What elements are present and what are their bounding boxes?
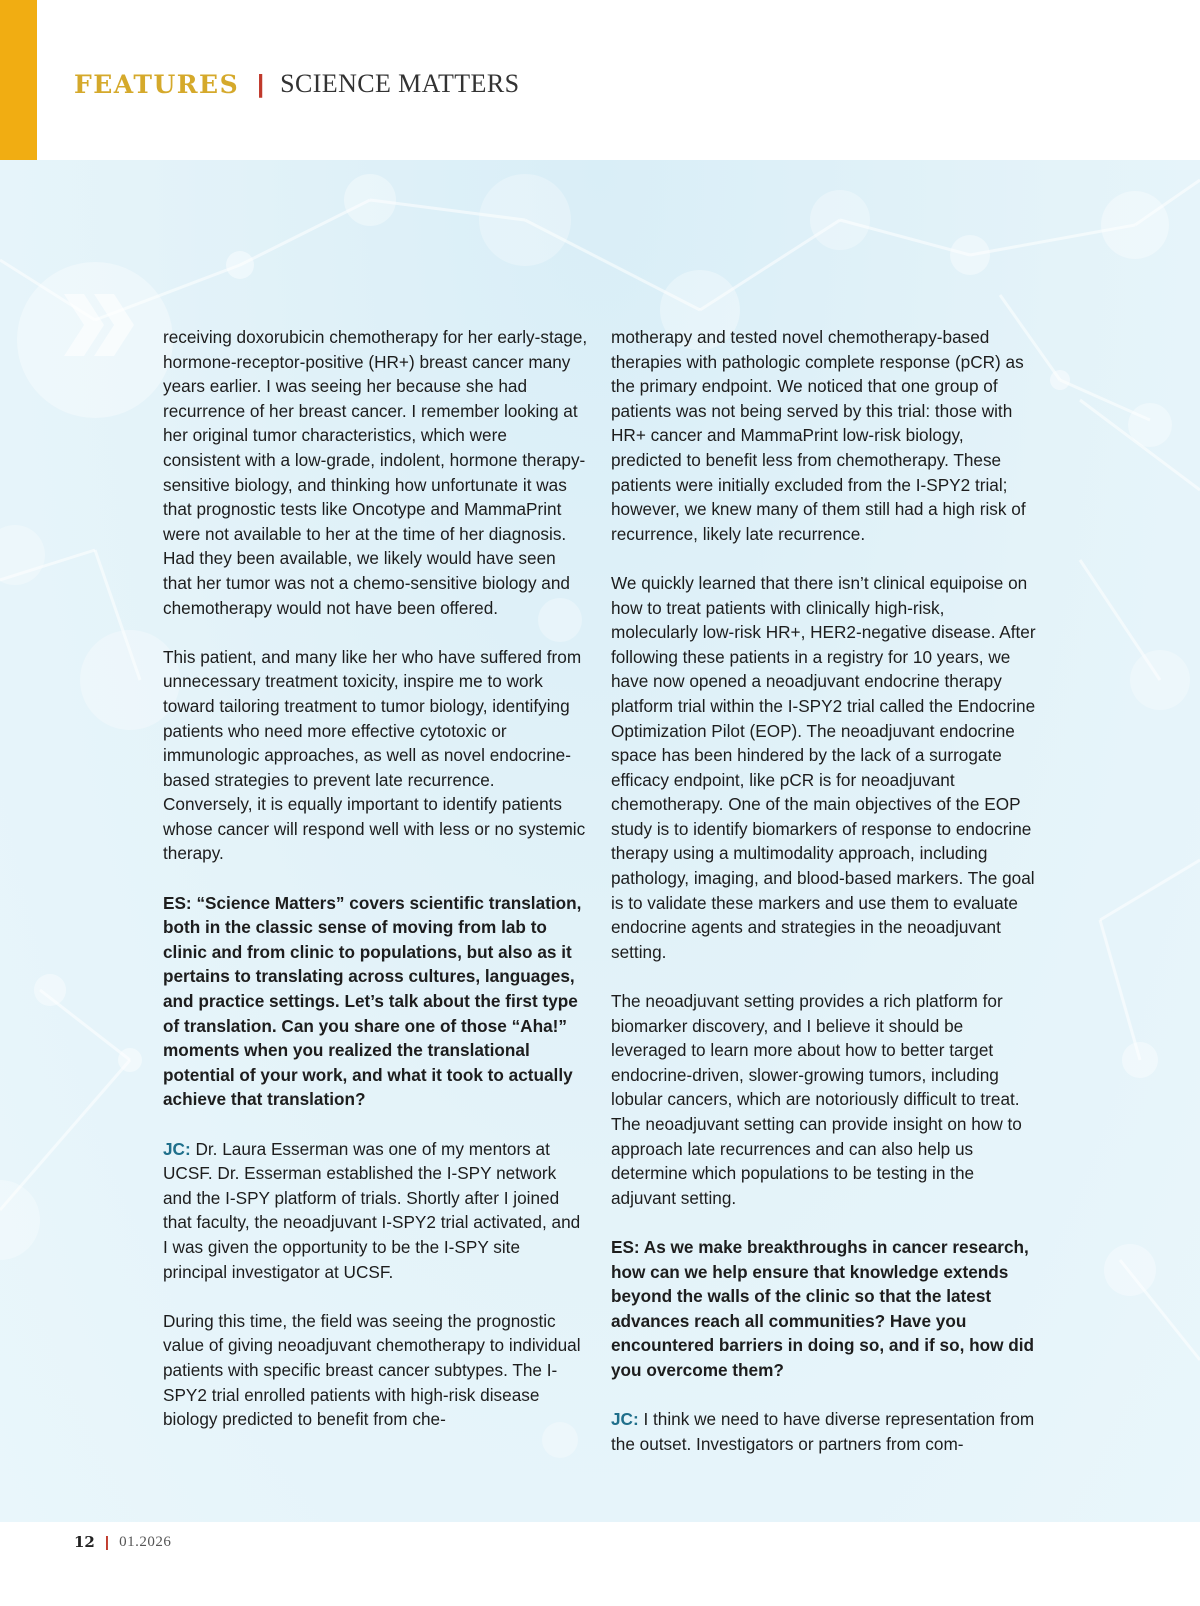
- issue-date: 01.2026: [119, 1533, 172, 1550]
- speaker-label: JC:: [163, 1138, 191, 1159]
- article-column-left: [163, 325, 588, 1456]
- speaker-label: ES:: [163, 892, 192, 913]
- paragraph-text: We quickly learned that there isn’t clinical equipoise on how to treat patients with clinically high-risk, molecularly low-risk HR+, HER2-negative disease. After following these patients in a registry for 10 years, we have now opened a neoadjuvant endocrine therapy platform trial within the I-SPY2 trial called the Endocrine Optimization Pilot (EOP). The neoadjuvant endocrine space has been hindered by the lack of a surrogate efficacy endpoint, like pCR is for neoadjuvant chemotherapy. One of the main objectives of the EOP study is to identify biomarkers of response to endocrine therapy using a multimodality approach, including pathology, imaging, and blood-based markers. The goal is to validate these markers and use them to evaluate endocrine agents and strategies in the neoadjuvant setting.: [611, 572, 1036, 962]
- paragraph-text: During this time, the field was seeing the prognostic value of giving neoadjuvant chemotherapy to individual patients with specific breast cancer subtypes. The I-SPY2 trial enrolled patients with high-risk disease biology predicted to benefit from che-: [163, 1310, 581, 1430]
- article-paragraph: [611, 325, 1036, 546]
- paragraph-text: Dr. Laura Esserman was one of my mentors at UCSF. Dr. Esserman established the I-SPY network and the I-SPY platform of trials. Shortly after I joined that faculty, the neoadjuvant I-SPY2 trial activated, and I was given the opportunity to be the I-SPY site principal investigator at UCSF.: [163, 1138, 581, 1282]
- article-paragraph: [163, 645, 588, 866]
- subsection-label: SCIENCE MATTERS: [280, 69, 520, 98]
- paragraph-text: “Science Matters” covers scientific translation, both in the classic sense of moving from lab to clinic and from clinic to populations, but also as it pertains to translating across cultures, languages, and practice settings. Let’s talk about the first type of translation. Can you share one of those “Aha!” moments when you realized the translational potential of your work, and what it took to actually achieve that translation?: [163, 892, 582, 1110]
- page-header: [74, 62, 519, 106]
- interview-question: [163, 891, 588, 1112]
- paragraph-text: I think we need to have diverse representation from the outset. Investigators or partners from com-: [611, 1409, 1035, 1454]
- footer-separator: |: [104, 1533, 110, 1551]
- speaker-label: ES:: [611, 1236, 640, 1257]
- paragraph-text: motherapy and tested novel chemotherapy-based therapies with pathologic complete response (pCR) as the primary endpoint. We noticed that one group of patients was not being served by this trial: those with HR+ cancer and MammaPrint low-risk biology, predicted to benefit less from chemotherapy. These patients were initially excluded from the I-SPY2 trial; however, we knew many of them still had a high risk of recurrence, likely late recurrence.: [611, 327, 1026, 544]
- page-footer: [74, 1533, 171, 1551]
- header-separator: |: [257, 69, 265, 98]
- article-paragraph: [163, 325, 588, 620]
- section-label: FEATURES: [74, 69, 240, 99]
- interview-answer: [611, 1407, 1036, 1456]
- paragraph-text: As we make breakthroughs in cancer research, how can we help ensure that knowledge extends beyond the walls of the clinic so that the latest advances reach all communities? Have you encountered barriers in doing so, and if so, how did you overcome them?: [611, 1236, 1035, 1380]
- article-paragraph: [163, 1309, 588, 1432]
- article-column-right: [611, 325, 1036, 1481]
- accent-bar: [0, 0, 37, 160]
- paragraph-text: The neoadjuvant setting provides a rich platform for biomarker discovery, and I believe it should be leveraged to learn more about how to better target endocrine-driven, slower-growing tumors, including lobular cancers, which are notoriously difficult to treat. The neoadjuvant setting can provide insight on how to approach late recurrences and can also help us determine which populations to be testing in the adjuvant setting.: [611, 991, 1022, 1208]
- paragraph-text: receiving doxorubicin chemotherapy for her early-stage, hormone-receptor-positive (HR+) breast cancer many years earlier. I was seeing her because she had recurrence of her breast cancer. I remember looking at her original tumor characteristics, which were consistent with a low-grade, indolent, hormone therapy-sensitive biology, and thinking how unfortunate it was that prognostic tests like Oncotype and MammaPrint were not available to her at the time of her diagnosis. Had they been available, we likely would have seen that her tumor was not a chemo-sensitive biology and chemotherapy would not have been offered.: [163, 327, 588, 618]
- article-paragraph: [611, 989, 1036, 1210]
- speaker-label: JC:: [611, 1409, 639, 1430]
- page-number: 12: [74, 1533, 95, 1551]
- article-paragraph: [611, 571, 1036, 965]
- paragraph-text: This patient, and many like her who have suffered from unnecessary treatment toxicity, inspire me to work toward tailoring treatment to tumor biology, identifying patients who need more effective cytotoxic or immunologic approaches, as well as novel endocrine-based strategies to prevent late recurrence. Conversely, it is equally important to identify patients whose cancer will respond well with less or no systemic therapy.: [163, 646, 586, 864]
- interview-question: [611, 1235, 1036, 1383]
- chevron-arrows-icon: [60, 290, 140, 360]
- interview-answer: [163, 1137, 588, 1285]
